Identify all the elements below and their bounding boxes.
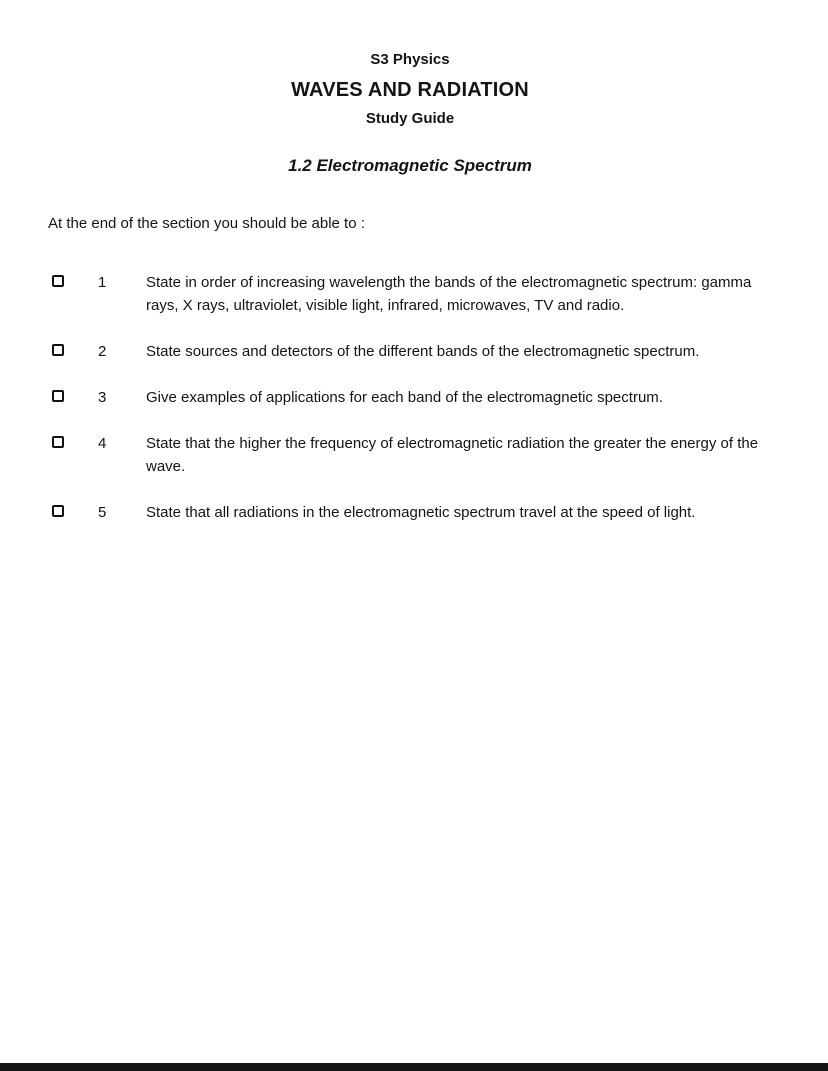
list-item xyxy=(52,432,772,478)
page-bottom-edge xyxy=(0,1063,828,1071)
list-item xyxy=(52,501,772,524)
section-title: 1.2 Electromagnetic Spectrum xyxy=(288,156,532,175)
item-text: State in order of increasing wavelength the bands of the electromagnetic spectrum: gamma rays, X rays, ultraviolet, visible light, infrared, microwaves, TV and radio. xyxy=(146,274,752,314)
checkbox-icon xyxy=(52,505,64,517)
item-number: 2 xyxy=(98,343,107,360)
checkbox-icon xyxy=(52,344,64,356)
checkbox-icon xyxy=(52,436,64,448)
item-text: State sources and detectors of the different bands of the electromagnetic spectrum. xyxy=(146,343,700,360)
item-number: 5 xyxy=(98,504,107,521)
intro-text: At the end of the section you should be able to : xyxy=(48,215,365,232)
page-content xyxy=(0,0,828,524)
list-item xyxy=(52,271,772,317)
document-title: WAVES AND RADIATION xyxy=(291,79,529,101)
item-text: State that the higher the frequency of electromagnetic radiation the greater the energy of the wave. xyxy=(146,435,759,475)
item-number: 4 xyxy=(98,435,107,452)
course-name: S3 Physics xyxy=(370,51,450,68)
checkbox-icon xyxy=(52,390,64,402)
item-text: State that all radiations in the electromagnetic spectrum travel at the speed of light. xyxy=(146,504,696,521)
list-item xyxy=(52,386,772,409)
checkbox-icon xyxy=(52,275,64,287)
document-header xyxy=(48,50,772,129)
objectives-checklist xyxy=(48,271,772,524)
item-number: 3 xyxy=(98,389,107,406)
item-number: 1 xyxy=(98,274,107,291)
item-text: Give examples of applications for each band of the electromagnetic spectrum. xyxy=(146,389,663,406)
document-subtitle: Study Guide xyxy=(365,110,455,127)
list-item xyxy=(52,340,772,363)
